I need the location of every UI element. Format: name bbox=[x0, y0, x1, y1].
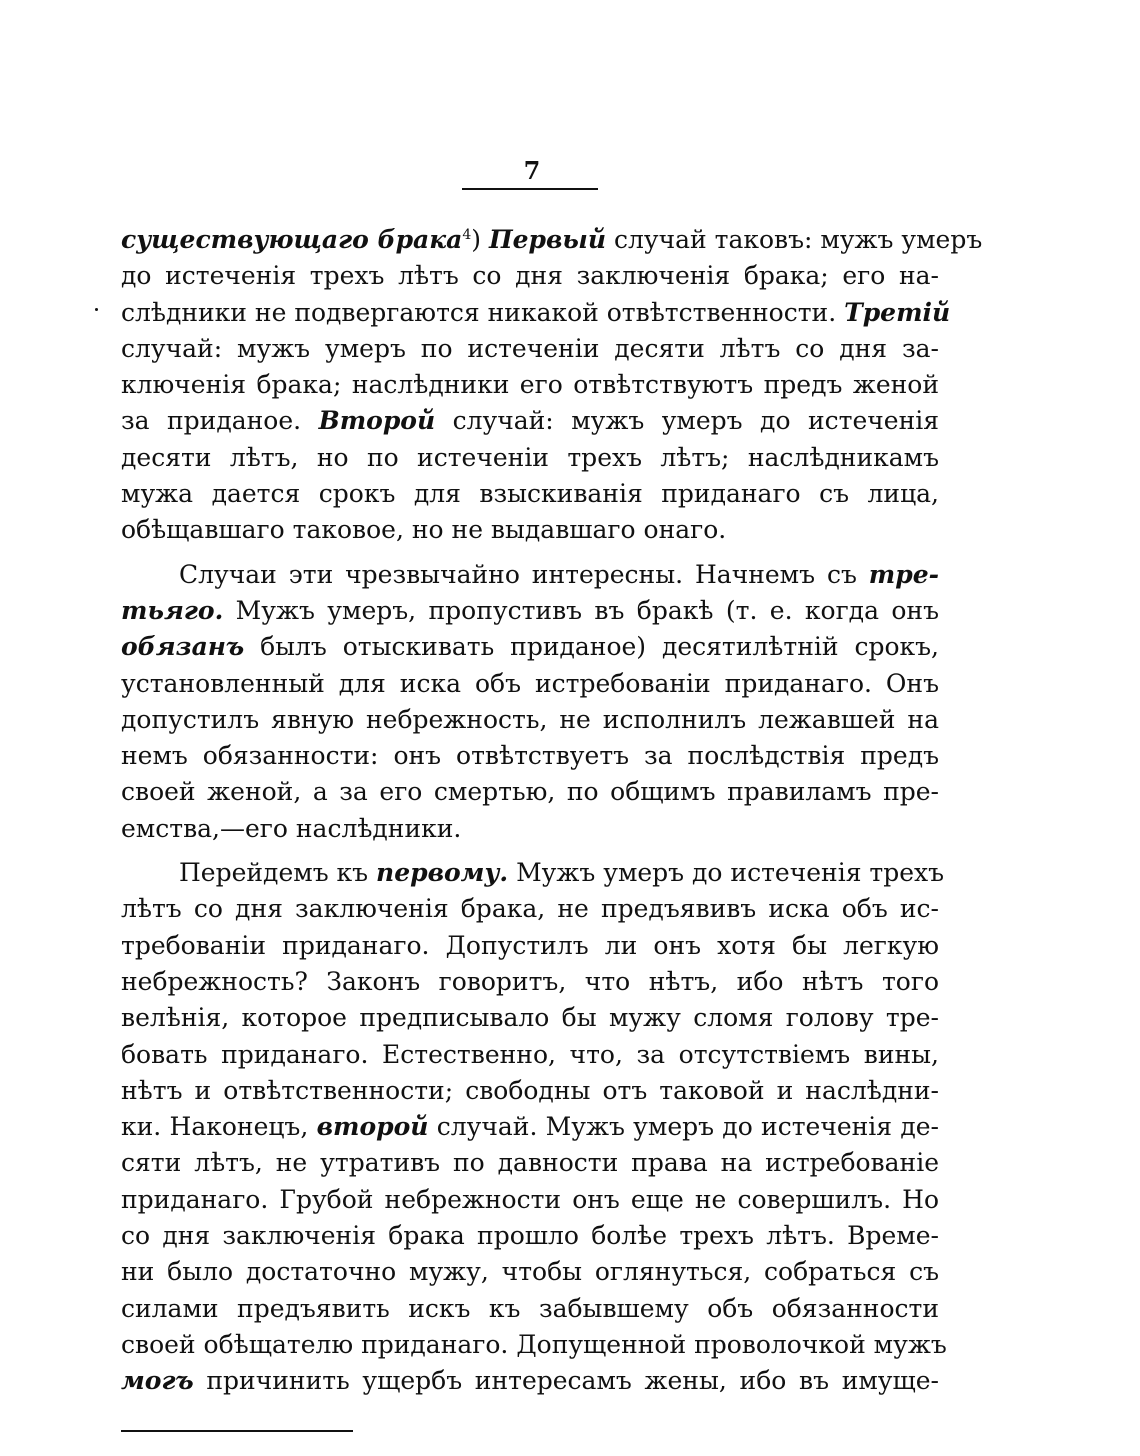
header-rule bbox=[462, 188, 598, 190]
text-run: Случаи эти чрезвычайно интересны. Начнемъ съ bbox=[179, 559, 869, 589]
text-line: мужа дается срокъ для взыскиванія приданаго съ лица, bbox=[121, 479, 939, 509]
italic-phrase: Первый bbox=[489, 225, 607, 254]
text-line bbox=[121, 629, 939, 665]
text-run: случай. Мужъ умеръ до истеченія де- bbox=[428, 1112, 939, 1142]
text-line: небрежность? Законъ говоритъ, что нѣтъ, ибо нѣтъ того bbox=[121, 966, 939, 996]
text-line: обѣщавшаго таковое, но не выдавшаго онаго. bbox=[121, 515, 727, 545]
text-line: ключенія брака; наслѣдники его отвѣтствуютъ предъ женой bbox=[121, 370, 939, 400]
italic-phrase: первому. bbox=[376, 858, 509, 888]
text-line: немъ обязанности: онъ отвѣтствуетъ за послѣдствія предъ bbox=[121, 741, 939, 771]
text-run: былъ отыскивать приданое) десятилѣтній срокъ, bbox=[244, 632, 939, 662]
text-run: ки. Наконецъ, bbox=[121, 1112, 317, 1142]
italic-phrase: Второй bbox=[318, 406, 436, 436]
text-run: случай: мужъ умеръ до истеченія bbox=[435, 406, 940, 436]
text-line bbox=[121, 557, 939, 593]
text-line: допустилъ явную небрежность, не исполнилъ лежавшей на bbox=[121, 704, 939, 734]
text-line: своей женой, а за его смертью, по общимъ правиламъ пре- bbox=[121, 777, 939, 807]
text-line: десяти лѣтъ, но по истеченіи трехъ лѣтъ; наслѣдникамъ bbox=[121, 442, 939, 472]
italic-phrase: обязанъ bbox=[121, 632, 245, 662]
text-line bbox=[121, 593, 939, 629]
text-line: велѣнія, которое предписывало бы мужу сломя голову тре- bbox=[121, 1003, 939, 1033]
text-line bbox=[121, 1109, 939, 1145]
text-line: емства,—его наслѣдники. bbox=[121, 813, 462, 843]
text-line: своей обѣщателю приданаго. Допущенной проволочкой мужъ bbox=[121, 1329, 947, 1359]
text-line: бовать приданаго. Естественно, что, за отсутствіемъ вины, bbox=[121, 1039, 939, 1069]
text-run: слѣдники не подвергаются никакой отвѣтственности. bbox=[121, 297, 845, 327]
italic-phrase: могъ bbox=[121, 1366, 194, 1396]
italic-phrase: тьяго. bbox=[121, 595, 224, 625]
text-run: Перейдемъ къ bbox=[179, 858, 377, 888]
text-run: Мужъ умеръ до истеченія трехъ bbox=[508, 858, 945, 888]
footnote-ref: 4 bbox=[462, 227, 472, 243]
italic-phrase: Третій bbox=[844, 297, 951, 327]
text-line: установленный для иска объ истребованіи приданаго. Онъ bbox=[121, 668, 939, 698]
text-run: ) bbox=[471, 225, 489, 254]
text-line bbox=[121, 222, 983, 258]
text-run: причинить ущербъ интересамъ жены, ибо въ имуще- bbox=[193, 1366, 939, 1396]
text-line: приданаго. Грубой небрежности онъ еще не совершилъ. Но bbox=[121, 1184, 939, 1214]
text-line bbox=[121, 403, 939, 439]
page-number: 7 bbox=[523, 156, 541, 185]
text-line: нѣтъ и отвѣтственности; свободны отъ таковой и наслѣдни- bbox=[121, 1075, 939, 1105]
text-line: требованіи приданаго. Допустилъ ли онъ хотя бы легкую bbox=[121, 930, 939, 960]
text-line: до истеченія трехъ лѣтъ со дня заключенія брака; его на- bbox=[121, 261, 939, 291]
text-run: Мужъ умеръ, пропустивъ въ бракѣ (т. е. когда онъ bbox=[223, 595, 939, 625]
text-run: за приданое. bbox=[121, 406, 319, 436]
text-line: сяти лѣтъ, не утративъ по давности права на истребованіе bbox=[121, 1148, 939, 1178]
text-line bbox=[121, 855, 945, 891]
scan-speck bbox=[95, 308, 98, 311]
text-line: ни было достаточно мужу, чтобы оглянуться, собраться съ bbox=[121, 1257, 939, 1287]
italic-phrase: второй bbox=[316, 1112, 429, 1142]
body-text bbox=[121, 222, 983, 1400]
text-line: силами предъявить искъ къ забывшему объ обязанности bbox=[121, 1293, 939, 1323]
text-line: со дня заключенія брака прошло болѣе трехъ лѣтъ. Време- bbox=[121, 1221, 939, 1251]
italic-phrase: тре- bbox=[868, 559, 939, 589]
italic-phrase: существующаго брака bbox=[121, 225, 463, 254]
text-line bbox=[121, 295, 951, 331]
text-line: случай: мужъ умеръ по истеченіи десяти лѣтъ со дня за- bbox=[121, 333, 939, 363]
text-line: лѣтъ со дня заключенія брака, не предъявивъ иска объ ис- bbox=[121, 894, 939, 924]
text-run: случай таковъ: мужъ умеръ bbox=[606, 225, 983, 254]
footnote-rule bbox=[121, 1430, 353, 1432]
text-line bbox=[121, 1363, 939, 1399]
